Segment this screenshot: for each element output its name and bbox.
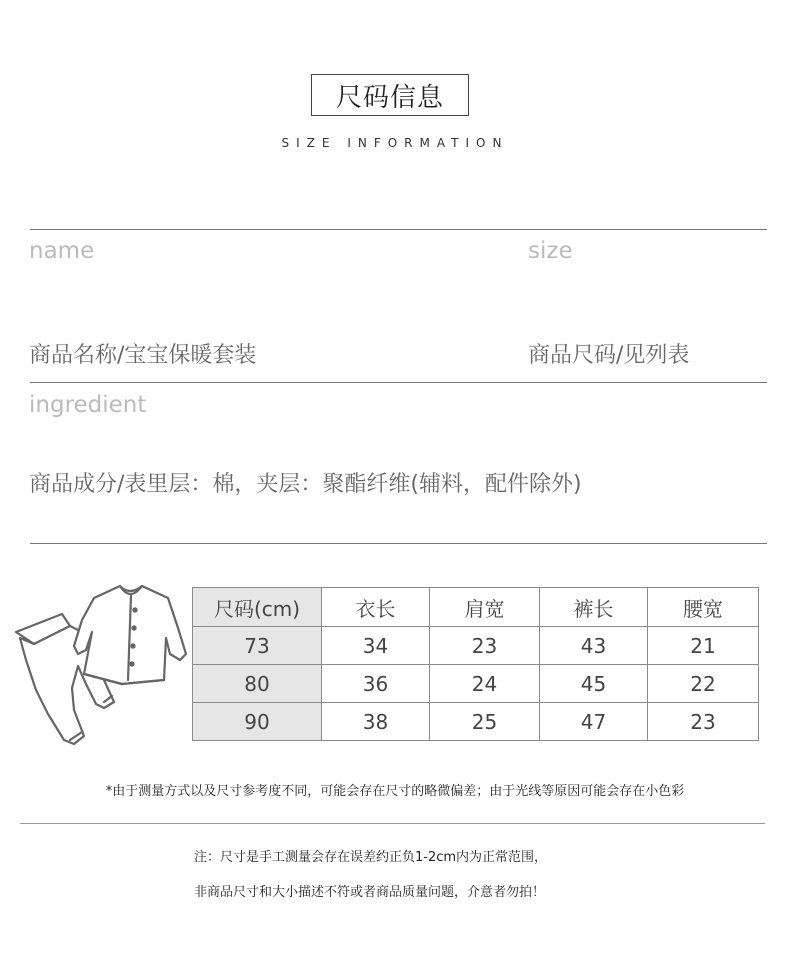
cell-size: 80: [193, 665, 322, 703]
table-header-row: [193, 588, 759, 627]
cell-size: 73: [193, 627, 322, 665]
table-row: [193, 665, 759, 703]
cell-length: 36: [322, 665, 430, 703]
name-label: name: [29, 238, 95, 264]
page-title: 尺码信息: [311, 74, 469, 116]
header-shoulder: 肩宽: [430, 588, 540, 627]
size-label: size: [528, 238, 573, 264]
page-subtitle: SIZE INFORMATION: [281, 136, 509, 150]
name-value: 商品名称/宝宝保暖套装: [29, 343, 257, 368]
divider-top: [30, 229, 767, 230]
table-row: [193, 703, 759, 741]
ingredient-value: 商品成分/表里层：棉，夹层：聚酯纤维(辅料，配件除外): [29, 472, 582, 497]
header-pants-length: 裤长: [540, 588, 648, 627]
note-line-1: 注：尺寸是手工测量会存在误差约正负1-2cm内为正常范围，: [194, 850, 548, 865]
header-size: 尺码(cm): [193, 588, 322, 627]
divider-notes: [20, 823, 765, 824]
divider-bottom: [30, 543, 767, 544]
size-table: [192, 587, 759, 741]
cell-size: 90: [193, 703, 322, 741]
header-waist: 腰宽: [648, 588, 759, 627]
cell-shoulder: 24: [430, 665, 540, 703]
header-length: 衣长: [322, 588, 430, 627]
ingredient-label: ingredient: [29, 392, 147, 418]
cell-length: 34: [322, 627, 430, 665]
cell-length: 38: [322, 703, 430, 741]
disclaimer-text: *由于测量方式以及尺寸参考度不同，可能会存在尺寸的略微偏差；由于光线等原因可能会存在小色彩: [105, 784, 685, 799]
cell-waist: 21: [648, 627, 759, 665]
note-line-2: 非商品尺寸和大小描述不符或者商品质量问题，介意者勿拍！: [194, 885, 546, 900]
baby-clothes-set-icon: [12, 580, 190, 748]
cell-pants-length: 43: [540, 627, 648, 665]
cell-shoulder: 25: [430, 703, 540, 741]
divider-middle: [30, 382, 767, 383]
cell-shoulder: 23: [430, 627, 540, 665]
cell-waist: 22: [648, 665, 759, 703]
cell-pants-length: 45: [540, 665, 648, 703]
table-row: [193, 627, 759, 665]
cell-pants-length: 47: [540, 703, 648, 741]
cell-waist: 23: [648, 703, 759, 741]
size-value: 商品尺码/见列表: [528, 343, 690, 368]
